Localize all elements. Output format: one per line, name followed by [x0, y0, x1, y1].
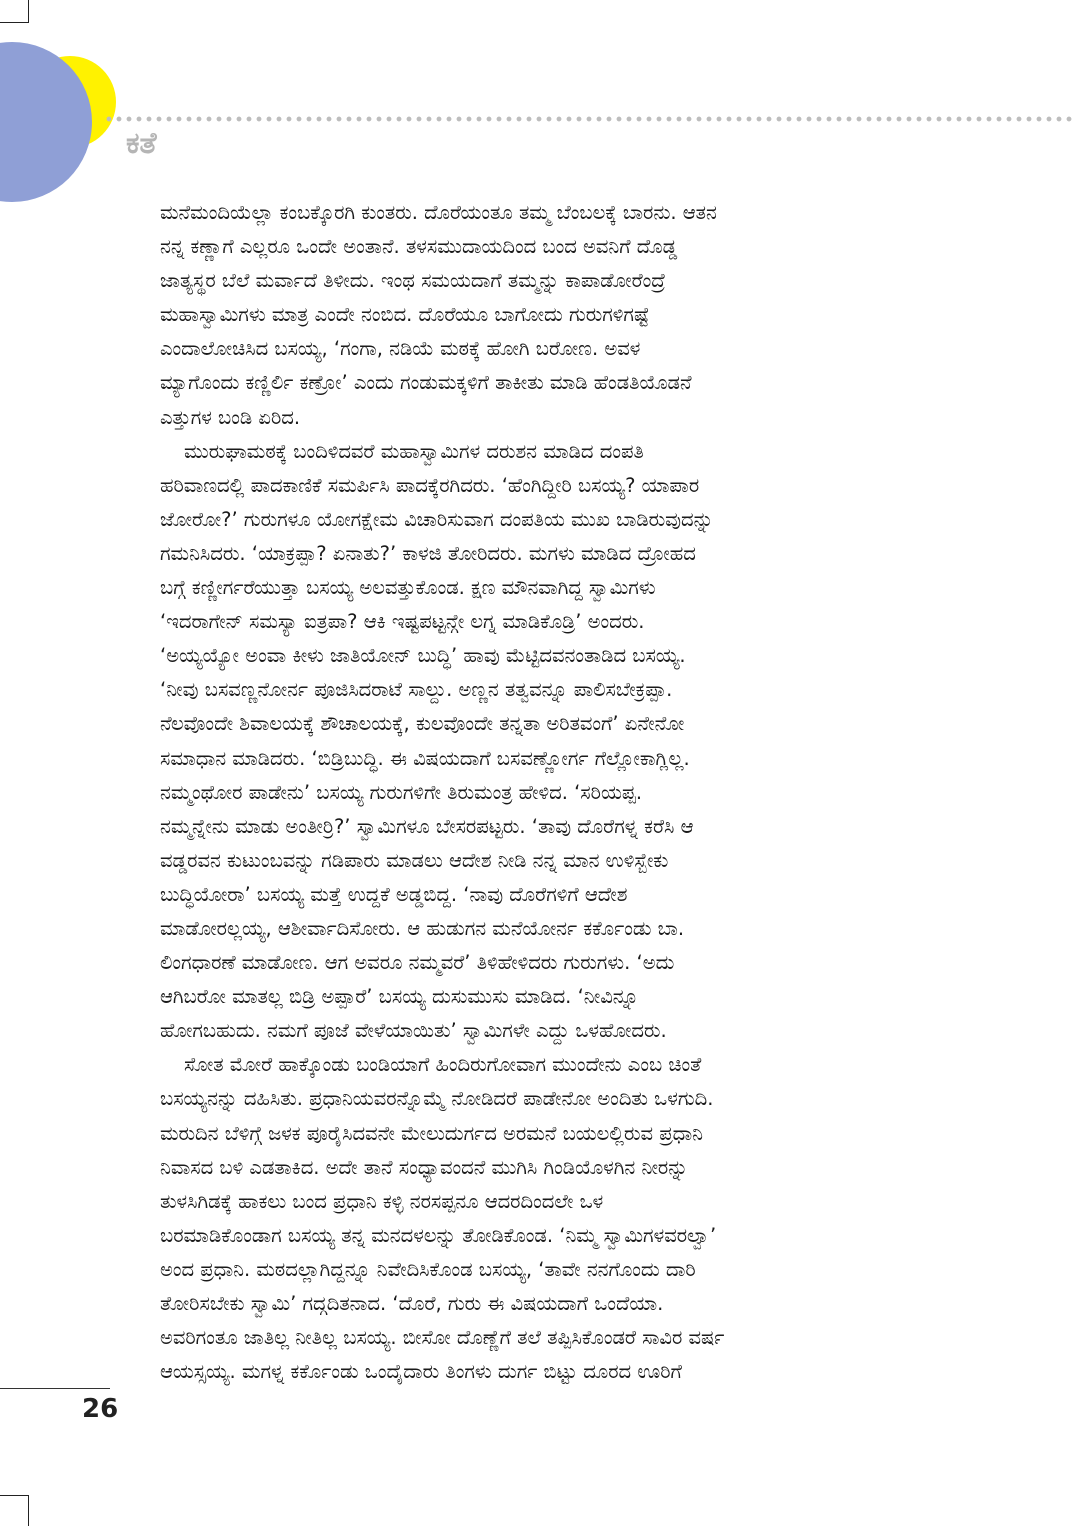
paragraph-1: [160, 196, 905, 435]
text-line: ತುಳಸಿಗಿಡಕ್ಕೆ ಹಾಕಲು ಬಂದ ಪ್ರಧಾನಿ ಕಳ್ಳಿ ನರಸಪ್ಪನೂ ಆದರದಿಂದಲೇ ಒಳ: [160, 1189, 604, 1213]
text-line: ಮುರುಘಾಮಠಕ್ಕೆ ಬಂದಿಳಿದವರೆ ಮಹಾಸ್ವಾಮಿಗಳ ದರುಶನ ಮಾಡಿದ ದಂಪತಿ: [184, 439, 644, 463]
text-line: ಅವರಿಗಂತೂ ಜಾತಿಲ್ಲ ನೀತಿಲ್ಲ ಬಸಯ್ಯ. ಬೀಸೋ ದೊಣ್ಣೆಗೆ ತಲೆ ತಪ್ಪಿಸಿಕೊಂಡರೆ ಸಾವಿರ ವರ್ಷ: [160, 1326, 725, 1350]
text-line: ‘ಇದರಾಗೇನ್ ಸಮಸ್ಯಾ ಐತ್ರಪಾ? ಆಕಿ ಇಷ್ಟಪಟ್ಟನ್ಗೇ ಲಗ್ನ ಮಾಡಿಕೊಡ್ರಿ’ ಅಂದರು.: [160, 610, 645, 634]
text-line: ಬರಮಾಡಿಕೊಂಡಾಗ ಬಸಯ್ಯ ತನ್ನ ಮನದಳಲನ್ನು ತೋಡಿಕೊಂಡ. ‘ನಿಮ್ಮ ಸ್ವಾಮಿಗಳವರಲ್ವಾ’: [160, 1223, 717, 1247]
decorative-circles: [0, 40, 130, 220]
crop-mark-top-left: [0, 0, 29, 23]
text-line: ಬಸಯ್ಯನನ್ನು ದಹಿಸಿತು. ಪ್ರಧಾನಿಯವರನ್ನೊಮ್ಮೆ ನೋಡಿದರೆ ಪಾಡೇನೋ ಅಂದಿತು ಒಳಗುದಿ.: [160, 1087, 714, 1111]
text-line: ನಮ್ಮಂಥೋರ ಪಾಡೇನು’ ಬಸಯ್ಯ ಗುರುಗಳಿಗೇ ತಿರುಮಂತ್ರ ಹೇಳಿದ. ‘ಸರಿಯಪ್ಪ.: [160, 780, 643, 804]
text-line: ಮಾಡೋರಲ್ಲಯ್ಯ, ಆಶೀರ್ವಾದಿಸೋರು. ಆ ಹುಡುಗನ ಮನೆಯೋರ್ನ ಕರ್ಕೊಂಡು ಬಾ.: [160, 916, 685, 940]
text-line: ಮಹಾಸ್ವಾಮಿಗಳು ಮಾತ್ರ ಎಂದೇ ನಂಬಿದ. ದೊರೆಯೂ ಬಾಗೋದು ಗುರುಗಳಿಗಷ್ಟೆ: [160, 303, 650, 327]
text-line: ಜೋರೋ?’ ಗುರುಗಳೂ ಯೋಗಕ್ಷೇಮ ವಿಚಾರಿಸುವಾಗ ದಂಪತಿಯ ಮುಖ ಬಾಡಿರುವುದನ್ನು: [160, 507, 714, 531]
text-line: ತೋರಿಸಬೇಕು ಸ್ವಾಮಿ’ ಗದ್ಗದಿತನಾದ. ‘ದೊರೆ, ಗುರು ಈ ವಿಷಯದಾಗೆ ಒಂದೆಯಾ.: [160, 1292, 664, 1315]
text-line: ಮ್ಯಾಗೊಂದು ಕಣ್ಣಿರ್ಲಿ ಕಣ್ರೋ’ ಎಂದು ಗಂಡುಮಕ್ಕಳಿಗೆ ತಾಕೀತು ಮಾಡಿ ಹೆಂಡತಿಯೊಡನೆ: [160, 371, 692, 395]
text-line: ನೆಲವೊಂದೇ ಶಿವಾಲಯಕ್ಕೆ ಶೌಚಾಲಯಕ್ಕೆ, ಕುಲವೊಂದೇ ತನ್ನತಾ ಅರಿತವಂಗೆ’ ಏನೇನೋ: [160, 712, 685, 736]
text-line: ಜಾತ್ಯಸ್ಥರ ಬೆಲೆ ಮರ್ವಾದೆ ತಿಳೀದು. ಇಂಥ ಸಮಯದಾಗೆ ತಮ್ಮನ್ನು ಕಾಪಾಡೋರೆಂದ್ರೆ: [160, 269, 666, 293]
text-line: ಮರುದಿನ ಬೆಳಿಗ್ಗೆ ಜಳಕ ಪೂರೈಸಿದವನೇ ಮೇಲುದುರ್ಗದ ಅರಮನೆ ಬಯಲಲ್ಲಿರುವ ಪ್ರಧಾನಿ: [160, 1121, 703, 1145]
text-line: ಎಂದಾಲೋಚಿಸಿದ ಬಸಯ್ಯ, ‘ಗಂಗಾ, ನಡಿಯೆ ಮಠಕ್ಕೆ ಹೋಗಿ ಬರೋಣ. ಅವಳ: [160, 337, 641, 361]
paragraph-2: [160, 435, 905, 1049]
text-line: ಬುದ್ಧಿಯೋರಾ’ ಬಸಯ್ಯ ಮತ್ತೆ ಉದ್ದಕೆ ಅಡ್ಡಬಿದ್ದ. ‘ನಾವು ದೊರೆಗಳಿಗೆ ಆದೇಶ: [160, 882, 628, 906]
text-line: ಎತ್ತುಗಳ ಬಂಡಿ ಏರಿದ.: [160, 405, 301, 429]
text-line: ನಿವಾಸದ ಬಳಿ ಎಡತಾಕಿದ. ಅದೇ ತಾನೆ ಸಂಧ್ಯಾವಂದನೆ ಮುಗಿಸಿ ಗಿಂಡಿಯೊಳಗಿನ ನೀರನ್ನು: [160, 1155, 688, 1179]
text-line: ಹೋಗಬಹುದು. ನಮಗೆ ಪೂಜೆ ವೇಳೆಯಾಯಿತು’ ಸ್ವಾಮಿಗಳೇ ಎದ್ದು ಒಳಹೋದರು.: [160, 1019, 667, 1043]
text-line: ಆಯಸ್ಸಯ್ಯ. ಮಗಳ್ನ ಕರ್ಕೊಂಡು ಒಂದೈದಾರು ತಿಂಗಳು ದುರ್ಗ ಬಿಟ್ಟು ದೂರದ ಊರಿಗೆ: [160, 1360, 682, 1384]
section-title: ಕತೆ: [126, 126, 157, 161]
dotted-rule: [104, 115, 1072, 123]
text-line: ನಮ್ಮನ್ನೇನು ಮಾಡು ಅಂತೀರ್ರಿ?’ ಸ್ವಾಮಿಗಳೂ ಬೇಸರಪಟ್ಟರು. ‘ತಾವು ದೊರೆಗಳ್ನ ಕರೆಸಿ ಆ: [160, 814, 694, 838]
text-line: ಸಮಾಧಾನ ಮಾಡಿದರು. ‘ಬಿಡ್ರಿಬುದ್ಧಿ. ಈ ವಿಷಯದಾಗೆ ಬಸವಣ್ಣೋರ್ಗ ಗೆಲ್ಲೋಕಾಗ್ಲಿಲ್ಲ.: [160, 746, 690, 770]
text-line: ‘ಅಯ್ಯಯ್ಯೋ ಅಂವಾ ಕೀಳು ಜಾತಿಯೋನ್ ಬುದ್ಧಿ’ ಹಾವು ಮೆಟ್ಟಿದವನಂತಾಡಿದ ಬಸಯ್ಯ.: [160, 644, 686, 668]
text-line: ಬಗ್ಗೆ ಕಣ್ಣೀರ್ಗರೆಯುತ್ತಾ ಬಸಯ್ಯ ಅಲವತ್ತುಕೊಂಡ. ಕ್ಷಣ ಮೌನವಾಗಿದ್ದ ಸ್ವಾಮಿಗಳು: [160, 576, 656, 600]
paragraph-3: [160, 1048, 905, 1389]
footer-rule: [0, 1388, 110, 1389]
text-line: ಅಂದ ಪ್ರಧಾನಿ. ಮಠದಲ್ಲಾಗಿದ್ದನ್ನೂ ನಿವೇದಿಸಿಕೊಂಡ ಬಸಯ್ಯ, ‘ತಾವೇ ನನಗೊಂದು ದಾರಿ: [160, 1257, 696, 1281]
text-line: ‘ನೀವು ಬಸವಣ್ಣನೋರ್ನ ಪೂಜಿಸಿದರಾಟೆ ಸಾಲ್ದು. ಅಣ್ಣನ ತತ್ವವನ್ನೂ ಪಾಲಿಸಬೇಕ್ರಪ್ಪಾ.: [160, 678, 673, 702]
crop-mark-bottom-left: [0, 1495, 29, 1526]
text-line: ಸೋತ ಮೋರೆ ಹಾಕ್ಕೊಂಡು ಬಂಡಿಯಾಗೆ ಹಿಂದಿರುಗೋವಾಗ ಮುಂದೇನು ಎಂಬ ಚಿಂತೆ: [184, 1053, 702, 1077]
text-line: ಮನೆಮಂದಿಯೆಲ್ಲಾ ಕಂಬಕ್ಕೊರಗಿ ಕುಂತರು. ದೊರೆಯಂತೂ ತಮ್ಮ ಬೆಂಬಲಕ್ಕೆ ಬಾರನು. ಆತನ: [160, 201, 717, 224]
story-body: [160, 196, 905, 1389]
text-line: ಗಮನಿಸಿದರು. ‘ಯಾಕ್ರಪ್ಪಾ? ಏನಾತು?’ ಕಾಳಜಿ ತೋರಿದರು. ಮಗಳು ಮಾಡಿದ ದ್ರೋಹದ: [160, 541, 696, 565]
text-line: ಲಿಂಗಧಾರಣೆ ಮಾಡೋಣ. ಆಗ ಅವರೂ ನಮ್ಮವರೆ’ ತಿಳಿಹೇಳಿದರು ಗುರುಗಳು. ‘ಅದು: [160, 951, 675, 975]
text-line: ನನ್ನ ಕಣ್ಣಾಗೆ ಎಲ್ಲರೂ ಒಂದೇ ಅಂತಾನೆ. ತಳಸಮುದಾಯದಿಂದ ಬಂದ ಅವನಿಗೆ ದೊಡ್ಡ: [160, 235, 678, 259]
page-number: 26: [82, 1394, 119, 1424]
text-line: ವಡ್ಡರವನ ಕುಟುಂಬವನ್ನು ಗಡಿಪಾರು ಮಾಡಲು ಆದೇಶ ನೀಡಿ ನನ್ನ ಮಾನ ಉಳಿಸ್ಬೇಕು: [160, 848, 669, 872]
text-line: ಆಗಿಬರೋ ಮಾತಲ್ಲ ಬಿಡ್ರಿ ಅಪ್ಪಾರೆ’ ಬಸಯ್ಯ ದುಸುಮುಸು ಮಾಡಿದ. ‘ನೀವಿನ್ನೂ: [160, 985, 639, 1009]
text-line: ಹರಿವಾಣದಲ್ಲಿ ಪಾದಕಾಣಿಕೆ ಸಮರ್ಪಿಸಿ ಪಾದಕ್ಕೆರಗಿದರು. ‘ಹೆಂಗಿದ್ದೀರಿ ಬಸಯ್ಯ? ಯಾಪಾರ: [160, 473, 700, 497]
